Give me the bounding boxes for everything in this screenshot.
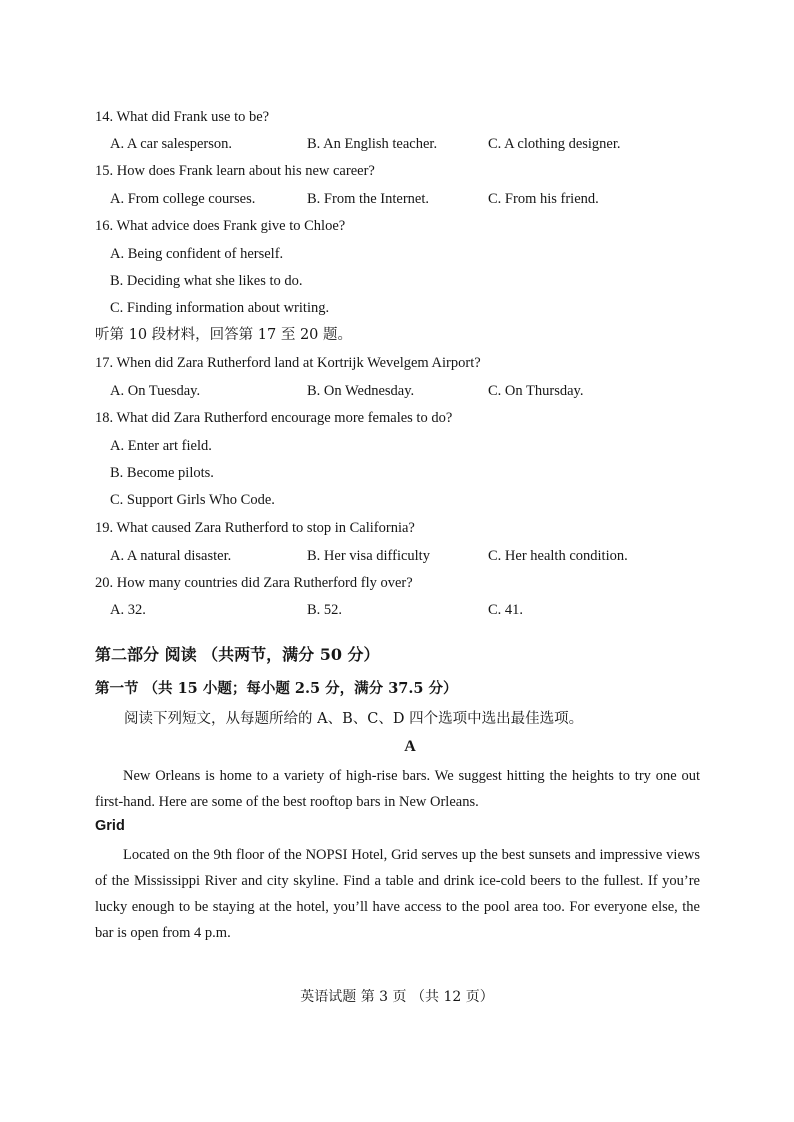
passage-intro: New Orleans is home to a variety of high-rise bars. We suggest hitting the heights to try one out first-hand. Here are some of the best rooftop bars in New Orleans. bbox=[95, 768, 700, 810]
material-10-instruction: 听第 10 段材料，回答第 17 至 20 题。 bbox=[95, 327, 353, 343]
q16-option-c: C. Finding information about writing. bbox=[110, 300, 330, 316]
reading-instruction: 阅读下列短文，从每题所给的 A、B、C、D 四个选项中选出最佳选项。 bbox=[124, 711, 584, 727]
q15-option-c: C. From his friend. bbox=[488, 191, 599, 207]
q14-option-c: C. A clothing designer. bbox=[488, 136, 621, 152]
q15-option-b: B. From the Internet. bbox=[307, 191, 430, 207]
question-15: 15. How does Frank learn about his new career? bbox=[95, 163, 375, 179]
q20-option-b: B. 52. bbox=[307, 602, 343, 618]
q17-option-b: B. On Wednesday. bbox=[307, 383, 415, 399]
q18-option-c: C. Support Girls Who Code. bbox=[110, 492, 275, 508]
q19-option-b: B. Her visa difficulty bbox=[307, 548, 430, 564]
q16-option-b: B. Deciding what she likes to do. bbox=[110, 273, 303, 289]
question-17: 17. When did Zara Rutherford land at Kortrijk Wevelgem Airport? bbox=[95, 355, 481, 371]
q17-option-c: C. On Thursday. bbox=[488, 383, 584, 399]
q14-option-b: B. An English teacher. bbox=[307, 136, 438, 152]
q19-option-a: A. A natural disaster. bbox=[110, 548, 232, 564]
passage-label: A bbox=[404, 738, 416, 755]
q18-option-b: B. Become pilots. bbox=[110, 465, 214, 481]
q18-option-a: A. Enter art field. bbox=[110, 438, 212, 454]
q19-option-c: C. Her health condition. bbox=[488, 548, 628, 564]
question-14: 14. What did Frank use to be? bbox=[95, 109, 270, 125]
part-two-title: 第二部分 阅读 （共两节，满分 50 分） bbox=[95, 645, 380, 664]
page-footer: 英语试题 第 3 页 （共 12 页） bbox=[300, 989, 494, 1005]
question-16: 16. What advice does Frank give to Chloe? bbox=[95, 218, 346, 234]
q20-option-a: A. 32. bbox=[110, 602, 146, 618]
grid-heading: Grid bbox=[95, 818, 125, 834]
grid-paragraph: Located on the 9th floor of the NOPSI Hotel, Grid serves up the best sunsets and impressive views of the Mississippi River and city skyline. Find a table and drink ice-cold beers to the fullest. If you’re lucky enough to be staying at the hotel, you’ll have access to the pool area too. For everyone else, the bar is open from 4 p.m. bbox=[95, 847, 700, 941]
q15-option-a: A. From college courses. bbox=[110, 191, 256, 207]
question-20: 20. How many countries did Zara Rutherford fly over? bbox=[95, 575, 413, 591]
q16-option-a: A. Being confident of herself. bbox=[110, 246, 284, 262]
q14-option-a: A. A car salesperson. bbox=[110, 136, 233, 152]
q20-option-c: C. 41. bbox=[488, 602, 524, 618]
section-one-title: 第一节 （共 15 小题；每小题 2.5 分，满分 37.5 分） bbox=[95, 680, 458, 697]
question-19: 19. What caused Zara Rutherford to stop in California? bbox=[95, 520, 415, 536]
question-18: 18. What did Zara Rutherford encourage more females to do? bbox=[95, 410, 453, 426]
q17-option-a: A. On Tuesday. bbox=[110, 383, 201, 399]
